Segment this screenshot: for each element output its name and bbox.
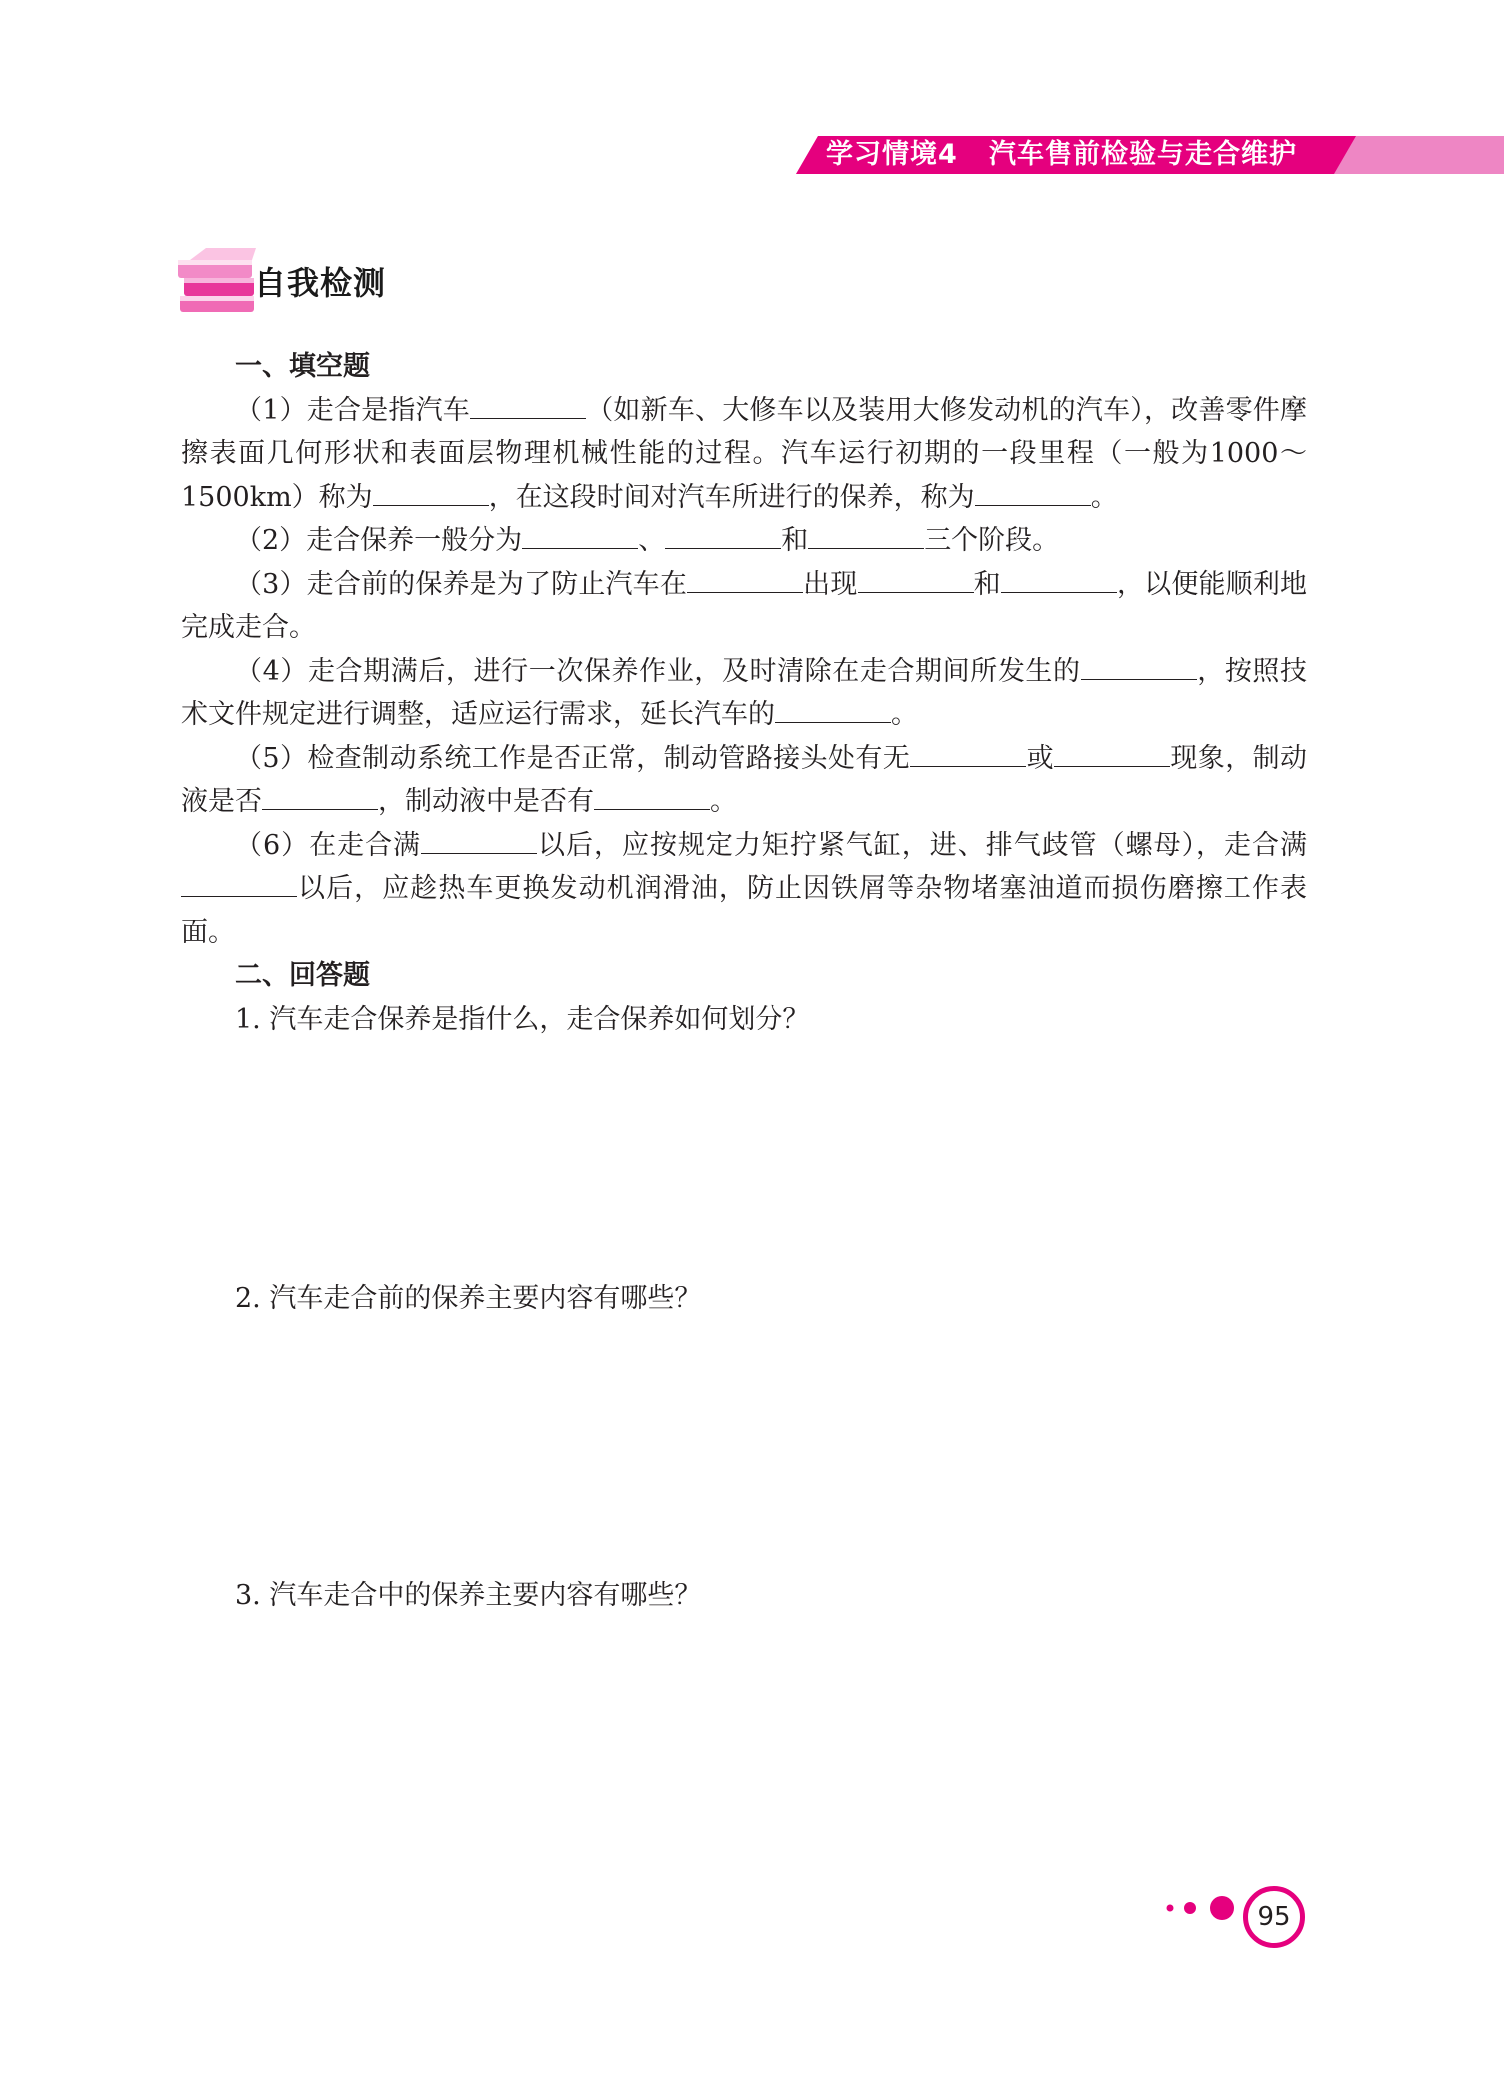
- item-text: 和: [973, 568, 1001, 600]
- answer-blank[interactable]: [858, 564, 974, 593]
- answer-blank[interactable]: [262, 781, 378, 810]
- item-text: 出现: [803, 568, 858, 600]
- answer-blank[interactable]: [421, 825, 537, 854]
- answer-blank[interactable]: [181, 868, 297, 897]
- item-text: 以后，应趁热车更换发动机润滑油，防止因铁屑等杂物堵塞油道而损伤磨擦工作表面。: [181, 873, 1307, 948]
- section-fill-in-title: 一、填空题: [235, 351, 370, 382]
- question-1: 1. 汽车走合保养是指什么，走合保养如何划分？: [235, 1003, 810, 1035]
- question-3: 3. 汽车走合中的保养主要内容有哪些？: [235, 1579, 702, 1611]
- self-check-heading: [176, 246, 406, 318]
- item-text: ，按照技术文件规定进行调整，适应运行需求，延长汽车的: [181, 655, 1308, 730]
- item-text: ，以便能顺利地完成走合。: [181, 568, 1308, 643]
- item-text: 、: [638, 525, 666, 556]
- item-text: （1）走合是指汽车: [235, 394, 471, 426]
- answer-blank[interactable]: [775, 694, 891, 723]
- fill-in-item-1: [181, 389, 1307, 520]
- answer-blank[interactable]: [910, 738, 1026, 767]
- item-text: （3）走合前的保养是为了防止汽车在: [235, 568, 687, 600]
- self-check-title: 自我检测: [254, 264, 387, 302]
- item-text: ，在这段时间对汽车所进行的保养，称为: [488, 481, 975, 513]
- answer-blank[interactable]: [1081, 651, 1197, 680]
- fill-in-item-5: [181, 737, 1307, 824]
- section-answer-title: 二、回答题: [235, 960, 370, 991]
- item-text: 和: [781, 525, 809, 556]
- books-icon: [176, 246, 262, 318]
- item-text: ，制动液中是否有: [378, 786, 594, 817]
- answer-blank[interactable]: [665, 520, 781, 549]
- item-text: 。: [710, 786, 737, 817]
- item-text: （如新车、大修车以及装用大修发动机的汽车），改善零件摩擦表面几何形状和表面层物理机械性能的过程。汽车运行初期的一段里程（一般为1000～1500km）称为: [181, 394, 1307, 513]
- item-text: （2）走合保养一般分为: [235, 525, 523, 556]
- answer-blank[interactable]: [594, 781, 710, 810]
- item-text: （5）检查制动系统工作是否正常，制动管路接头处有无: [235, 742, 911, 774]
- fill-in-item-4: [181, 650, 1307, 737]
- item-text: （4）走合期满后，进行一次保养作业，及时清除在走合期间所发生的: [235, 655, 1081, 687]
- item-text: 现象，制动液是否: [181, 742, 1308, 817]
- fill-in-item-2: [181, 519, 1307, 563]
- item-text: 三个阶段。: [924, 525, 1060, 556]
- page-number: 95: [1243, 1886, 1305, 1948]
- item-text: （6）在走合满: [235, 829, 422, 861]
- fill-in-item-6: [181, 824, 1307, 955]
- answer-space-1[interactable]: [181, 1041, 1307, 1277]
- item-text: 或: [1026, 742, 1054, 774]
- fill-in-item-3: [181, 563, 1307, 650]
- answer-blank[interactable]: [470, 390, 586, 419]
- answer-blank[interactable]: [522, 520, 638, 549]
- answer-blank[interactable]: [1054, 738, 1170, 767]
- item-text: 。: [891, 699, 918, 730]
- answer-blank[interactable]: [808, 520, 924, 549]
- answer-space-2[interactable]: [181, 1321, 1307, 1574]
- item-text: 以后，应按规定力矩拧紧气缸，进、排气歧管（螺母），走合满: [537, 829, 1307, 861]
- answer-blank[interactable]: [1001, 564, 1117, 593]
- exercise-content: [181, 345, 1307, 1617]
- answer-blank[interactable]: [975, 477, 1091, 506]
- question-2: 2. 汽车走合前的保养主要内容有哪些？: [235, 1283, 702, 1314]
- item-text: 。: [1090, 481, 1118, 513]
- footer-dots-icon: [1166, 1888, 1246, 1928]
- answer-blank[interactable]: [687, 564, 803, 593]
- running-header-title: 学习情境4 汽车售前检验与走合维护: [826, 139, 1297, 170]
- answer-blank[interactable]: [373, 477, 489, 506]
